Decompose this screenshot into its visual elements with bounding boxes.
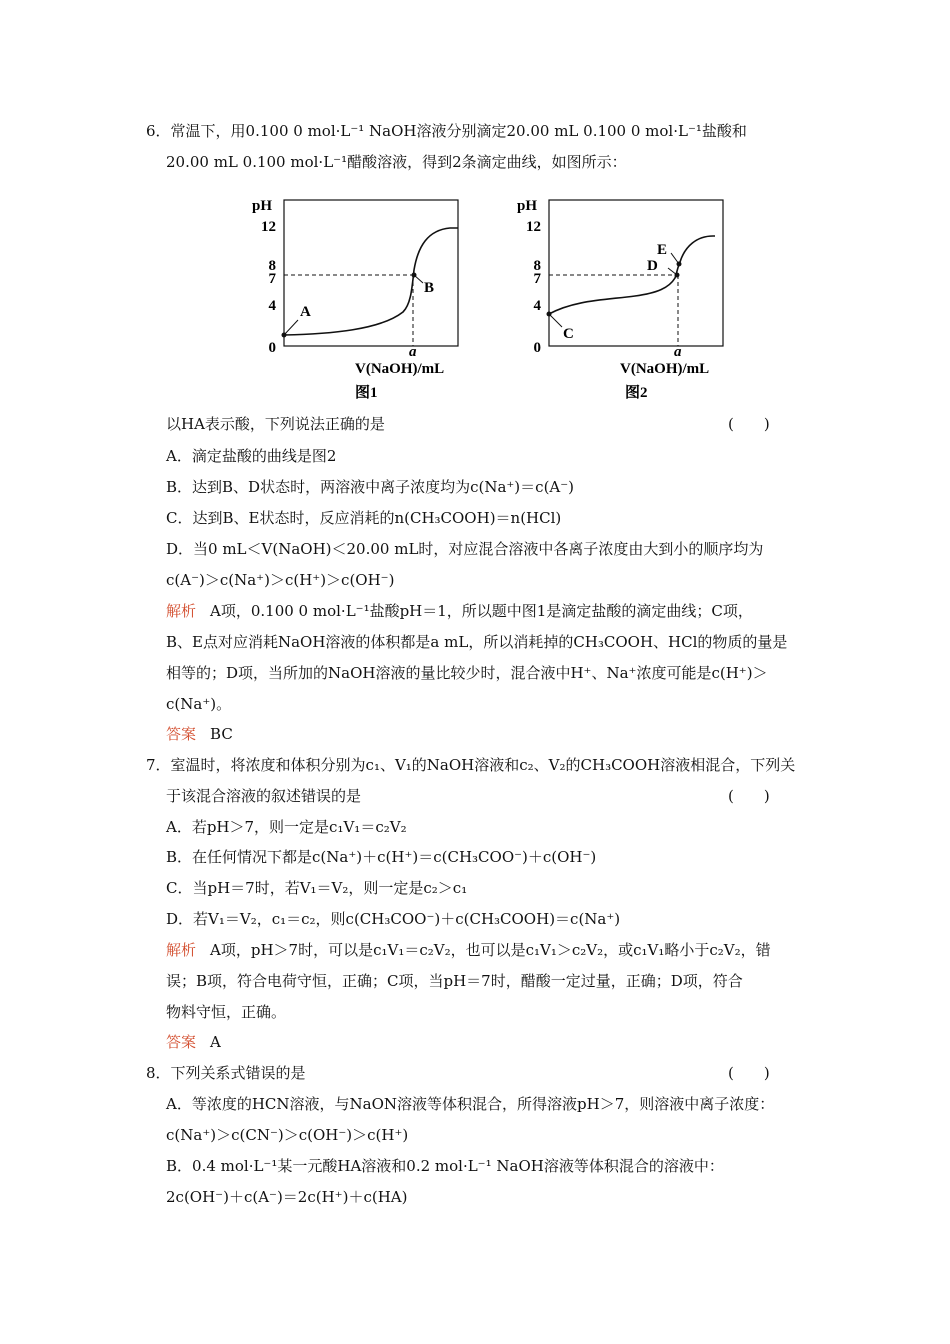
fig2-x-tick: a (674, 344, 682, 360)
fig1-label-b: B (424, 280, 435, 296)
q8-option-a: A．等浓度的HCN溶液，与NaON溶液等体积混合，所得溶液pH＞7，则溶液中离子浓度： (166, 1095, 775, 1113)
figure-1 (240, 188, 480, 408)
q6-stem-line2: 20.00 mL 0.100 mol·L⁻¹醋酸溶液，得到2条滴定曲线，如图所示： (166, 153, 627, 171)
q8-option-b: B．0.4 mol·L⁻¹某一元酸HA溶液和0.2 mol·L⁻¹ NaOH溶液等体积混合的溶液中： (166, 1157, 724, 1175)
fig2-frame (549, 200, 723, 346)
q7-analysis-label: 解析 (166, 941, 197, 959)
fig1-tick-7: 7 (268, 271, 276, 287)
fig1-tick-12: 12 (261, 219, 276, 235)
q7-answer-label: 答案 (166, 1033, 197, 1051)
fig2-y-label: pH (517, 198, 538, 214)
q6-analysis-line1 (166, 600, 753, 622)
q8-answer-paren: ( ) (728, 1064, 770, 1082)
q6-option-d: D．当0 mL＜V(NaOH)＜20.00 mL时，对应混合溶液中各离子浓度由大到小的顺序均为 (166, 540, 764, 558)
q7-analysis-line3: 物料守恒，正确。 (166, 1003, 287, 1021)
figure-2 (505, 188, 745, 408)
fig2-tick-0: 0 (533, 340, 541, 356)
q6-analysis-line3: 相等的；D项，当所加的NaOH溶液的量比较少时，混合液中H⁺、Na⁺浓度可能是c(H⁺)＞ (166, 664, 768, 682)
q7-analysis-line1 (166, 939, 771, 961)
fig1-pointer-b (414, 275, 423, 283)
q6-answer-line (166, 723, 233, 745)
fig2-tick-4: 4 (533, 298, 541, 314)
fig2-label-d: D (647, 258, 658, 274)
q7-option-c: C．当pH＝7时，若V₁＝V₂，则一定是c₂＞c₁ (166, 879, 468, 897)
q7-stem-line2: 于该混合溶液的叙述错误的是 (166, 787, 362, 805)
fig1-tick-4: 4 (268, 298, 276, 314)
q6-option-d-cont: c(A⁻)＞c(Na⁺)＞c(H⁺)＞c(OH⁻) (166, 571, 395, 589)
fig1-caption: 图1 (355, 385, 378, 401)
q6-answer-label: 答案 (166, 725, 197, 743)
q7-option-d: D．若V₁＝V₂，c₁＝c₂，则c(CH₃COO⁻)＋c(CH₃COOH)＝c(Na⁺) (166, 910, 621, 928)
fig1-tick-8: 8 (268, 258, 276, 274)
fig1-frame (284, 200, 458, 346)
q6-analysis-text1: A项，0.100 0 mol·L⁻¹盐酸pH＝1，所以题中图1是滴定盐酸的滴定曲线；C项， (210, 602, 753, 620)
fig2-x-label: V(NaOH)/mL (620, 361, 710, 377)
q6-analysis-label: 解析 (166, 602, 197, 620)
q7-answer-value: A (210, 1033, 221, 1051)
q8-stem-line1: 8．下列关系式错误的是 (146, 1064, 306, 1082)
q6-option-a: A．滴定盐酸的曲线是图2 (166, 447, 337, 465)
fig2-tick-8: 8 (533, 258, 541, 274)
fig2-tick-7: 7 (533, 271, 541, 287)
q6-analysis-line2: B、E点对应消耗NaOH溶液的体积都是a mL，所以消耗掉的CH₃COOH、HCl的物质的量是 (166, 633, 788, 651)
q7-answer-paren: ( ) (728, 787, 770, 805)
fig2-pointer-c (549, 314, 562, 327)
fig1-y-label: pH (252, 198, 273, 214)
q6-answer-paren: ( ) (728, 415, 770, 433)
q7-answer-line (166, 1031, 221, 1053)
fig1-label-a: A (300, 304, 311, 320)
fig2-label-c: C (563, 326, 574, 342)
q7-option-a: A．若pH＞7，则一定是c₁V₁＝c₂V₂ (166, 818, 407, 836)
fig2-pointer-d (668, 268, 677, 275)
q8-option-a-cont: c(Na⁺)＞c(CN⁻)＞c(OH⁻)＞c(H⁺) (166, 1126, 409, 1144)
q6-prompt: 以HA表示酸，下列说法正确的是 (166, 415, 385, 433)
q7-stem-line1: 7．室温时，将浓度和体积分别为c₁、V₁的NaOH溶液和c₂、V₂的CH₃COOH溶液相混合，下列关 (146, 756, 796, 774)
fig1-x-label: V(NaOH)/mL (355, 361, 445, 377)
fig2-caption: 图2 (625, 385, 648, 401)
fig1-x-tick: a (409, 344, 417, 360)
fig2-label-e: E (657, 242, 668, 258)
fig2-pointer-e (671, 253, 679, 264)
q6-answer-value: BC (210, 725, 233, 743)
fig1-pointer-a (284, 320, 298, 335)
q6-stem-line1: 6．常温下，用0.100 0 mol·L⁻¹ NaOH溶液分别滴定20.00 mL 0.100 0 mol·L⁻¹盐酸和 (146, 122, 747, 140)
fig2-tick-12: 12 (526, 219, 541, 235)
q6-option-c: C．达到B、E状态时，反应消耗的n(CH₃COOH)＝n(HCl) (166, 509, 562, 527)
q6-option-b: B．达到B、D状态时，两溶液中离子浓度均为c(Na⁺)＝c(A⁻) (166, 478, 575, 496)
q7-analysis-text1: A项，pH＞7时，可以是c₁V₁＝c₂V₂，也可以是c₁V₁＞c₂V₂，或c₁V₁略小于c₂V₂，错 (210, 941, 771, 959)
q8-option-b-cont: 2c(OH⁻)＋c(A⁻)＝2c(H⁺)＋c(HA) (166, 1188, 408, 1206)
fig1-tick-0: 0 (268, 340, 276, 356)
q7-analysis-line2: 误；B项，符合电荷守恒，正确；C项，当pH＝7时，醋酸一定过量，正确；D项，符合 (166, 972, 743, 990)
q7-option-b: B．在任何情况下都是c(Na⁺)＋c(H⁺)＝c(CH₃COO⁻)＋c(OH⁻) (166, 848, 597, 866)
q6-analysis-line4: c(Na⁺)。 (166, 695, 232, 713)
